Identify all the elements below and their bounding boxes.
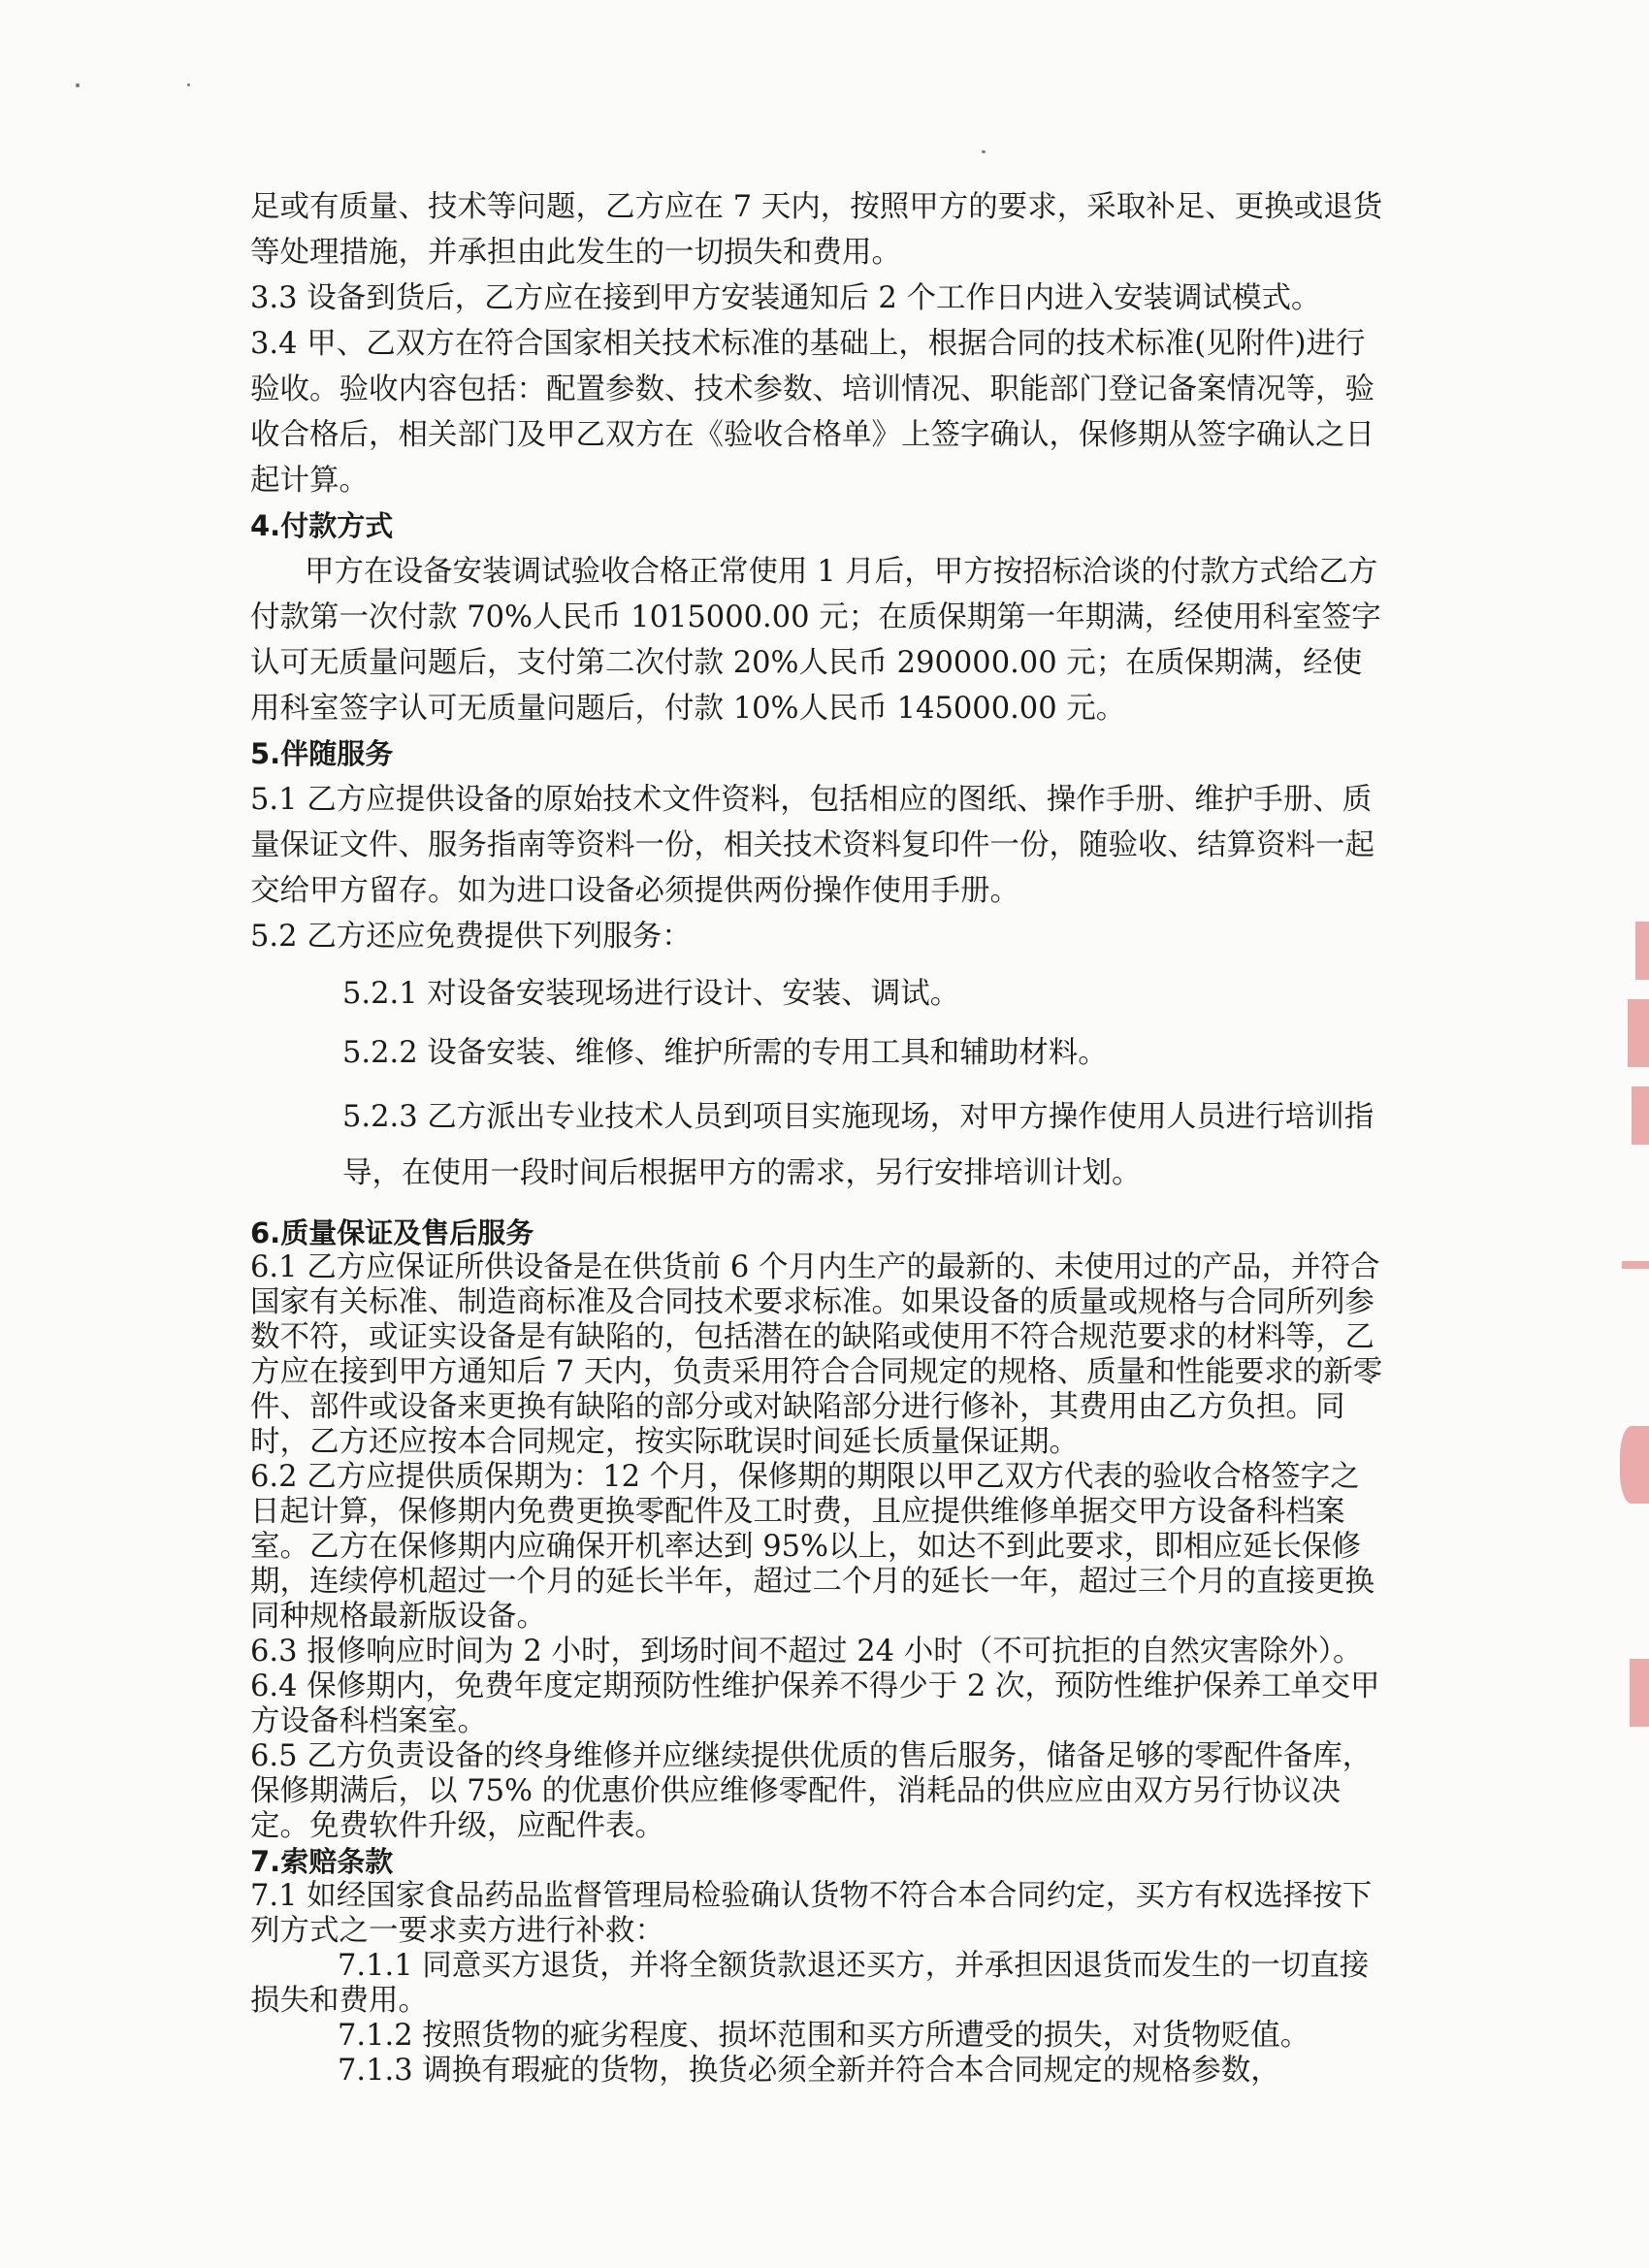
- heading-payment: 4.付款方式: [250, 509, 394, 542]
- paragraph-3-4: 3.4 甲、乙双方在符合国家相关技术标准的基础上，根据合同的技术标准(见附件)进行验收。验收内容包括：配置参数、技术参数、培训情况、职能部门登记备案情况等，验收合格后，相关部门及甲乙双方在《验收合格单》上签字确认，保修期从签字确认之日起计算。: [250, 327, 1374, 498]
- paragraph-7-1-1: 7.1.1 同意买方退货，并将全额货款退还买方，并承担因退货而发生的一切直接损失和费用。: [250, 1949, 1370, 2018]
- paragraph-6-2: 6.2 乙方应提供质保期为：12 个月，保修期的期限以甲乙双方代表的验收合格签字之日起计算，保修期内免费更换零配件及工时费，且应提供维修单据交甲方设备科档案室。乙方在保修期内应确保开机率达到 95%以上，如达不到此要求，即相应延长保修期，连续停机超过一个月的延长半年，超过二个月的延长一年，超过三个月的直接更换同种规格最新版设备。: [250, 1460, 1374, 1634]
- paragraph-5-2-1: 5.2.1 对设备安装现场进行设计、安装、调试。: [342, 977, 960, 1011]
- heading-services: 5.伴随服务: [250, 737, 394, 770]
- document-body: [250, 184, 1385, 2089]
- paragraph-5-2: 5.2 乙方还应免费提供下列服务：: [250, 920, 692, 954]
- paragraph-6-4: 6.4 保修期内，免费年度定期预防性维护保养不得少于 2 次，预防性维护保养工单交甲方设备科档案室。: [250, 1669, 1380, 1738]
- paragraph-5-1: 5.1 乙方应提供设备的原始技术文件资料，包括相应的图纸、操作手册、维护手册、质量保证文件、服务指南等资料一份，相关技术资料复印件一份，随验收、结算资料一起交给甲方留存。如为进口设备必须提供两份操作使用手册。: [250, 783, 1374, 908]
- paragraph-5-2-2: 5.2.2 设备安装、维修、维护所需的专用工具和辅助材料。: [342, 1036, 1108, 1070]
- scan-speck: [76, 83, 80, 87]
- paragraph-7-1-2: 7.1.2 按照货物的疵劣程度、损坏范围和买方所遭受的损失，对货物贬值。: [338, 2019, 1310, 2053]
- heading-warranty: 6.质量保证及售后服务: [250, 1216, 534, 1249]
- paragraph-payment: 甲方在设备安装调试验收合格正常使用 1 月后，甲方按招标洽谈的付款方式给乙方付款第一次付款 70%人民币 1015000.00 元；在质保期第一年期满，经使用科室签字认可无质量问题后，支付第二次付款 20%人民币 290000.00 元；在质保期满，经使用科室签字认可无质量问题后，付款 10%人民币 145000.00 元。: [250, 555, 1381, 726]
- paragraph-5-2-3: 5.2.3 乙方派出专业技术人员到项目实施现场，对甲方操作使用人员进行培训指导，在使用一段时间后根据甲方的需求，另行安排培训计划。: [342, 1100, 1374, 1190]
- scan-speck: [187, 83, 190, 86]
- scan-speck: [982, 150, 986, 153]
- heading-claims: 7.索赔条款: [250, 1845, 394, 1878]
- paragraph-7-1: 7.1 如经国家食品药品监督管理局检验确认货物不符合本合同约定，买方有权选择按下列方式之一要求卖方进行补救：: [250, 1879, 1373, 1948]
- paragraph-6-5: 6.5 乙方负责设备的终身维修并应继续提供优质的售后服务，储备足够的零配件备库，保修期满后，以 75% 的优惠价供应维修零配件，消耗品的供应应由双方另行协议决定。免费软件升级，应配件表。: [250, 1739, 1373, 1843]
- paragraph-6-1: 6.1 乙方应保证所供设备是在供货前 6 个月内生产的最新的、未使用过的产品，并符合国家有关标准、制造商标准及合同技术要求标准。如果设备的质量或规格与合同所列参数不符，或证实设备是有缺陷的，包括潜在的缺陷或使用不符合规范要求的材料等，乙方应在接到甲方通知后 7 天内，负责采用符合合同规定的规格、质量和性能要求的新零件、部件或设备来更换有缺陷的部分或对缺陷部分进行修补，其费用由乙方负担。同时，乙方还应按本合同规定，按实际耽误时间延长质量保证期。: [250, 1250, 1383, 1459]
- paragraph-6-3: 6.3 报修响应时间为 2 小时，到场时间不超过 24 小时（不可抗拒的自然灾害除外）。: [250, 1635, 1363, 1669]
- paragraph-7-1-3: 7.1.3 调换有瑕疵的货物，换货必须全新并符合本合同规定的规格参数，: [338, 2054, 1280, 2088]
- seal-fragment: [1610, 902, 1649, 1775]
- paragraph-3-3: 3.3 设备到货后，乙方应在接到甲方安装通知后 2 个工作日内进入安装调试模式。: [250, 281, 1321, 315]
- paragraph-3-2-cont: 足或有质量、技术等问题，乙方应在 7 天内，按照甲方的要求，采取补足、更换或退货等处理措施，并承担由此发生的一切损失和费用。: [250, 190, 1383, 270]
